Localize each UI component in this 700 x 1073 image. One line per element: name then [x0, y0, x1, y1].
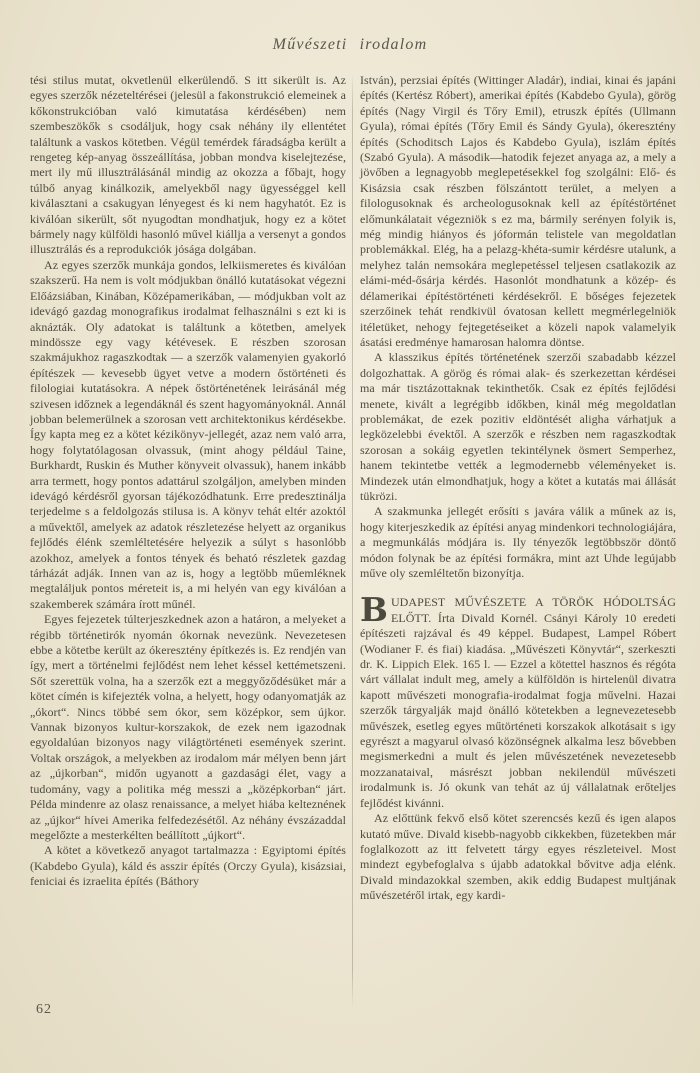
- dropcap-initial: B: [360, 590, 388, 630]
- left-column: [30, 73, 346, 1008]
- column-divider: [352, 73, 353, 1008]
- paragraph-text: UDAPEST MŰVÉSZETE A TÖRÖK HÓDOLTSÁG ELŐTT. Írta Divald Kornél. Csányi Károly 10 eredeti építészeti rajzával és 49 képpel. Budapest, Lampel Róbert (Wodianer F. és fiai) kiadása. „Művészeti Könyvtár“, szerkeszti dr. K. Lippich Elek. 165 l. — Ezzel a kötettel hasznos és régóta várt vállalat indult meg, amely a külföldön is hirtelenül divatra kapott művészeti monografia-irodalmat fogja művelni. Hazai szerzők tárgyalják majd önálló kötetekben a legnevezetesebb művészek, esetleg egyes műtörténeti korszakok alkotásait s igy egyrészt a magyarul olvasó közönségnek alkalma lesz bővebben megismerkedni a mult és jelen művészetének nevezetesebb mozzanataival, másrészt jobban nekilendül művészeti irodalmunk is. Jó okunk van tehát az új vállalatnak erőteljes fejlődést kivánni.: [360, 595, 676, 810]
- paragraph: A klasszikus építés történetének szerzői szabadabb kézzel dolgozhattak. A görög és római alak- és szerkezettan kérdései ma már tisztázottaknak tekinthetők. Csak ez építés fejlődési menete, kivált a legrégibb időkben, kinál még megoldatlan problemákat, de ezek pozitiv eldöntését aligha várhatjuk a legközelebbi évektől. A szerzők e részben nem ragaszkodtak szorosan a sokáig egyetlen tekintélynek ösmert Semperhez, hanem tekintetbe vették a legmodernebb véleményeket is. Mindezek után elmondhatjuk, hogy a kötet a kutatás mai állását tükrözi.: [360, 350, 676, 503]
- right-column: [360, 73, 676, 1008]
- page-title: Művészeti irodalom: [272, 36, 428, 53]
- paragraph: István), perzsiai építés (Wittinger Aladár), indiai, kinai és japáni építés (Kertész Róbert), amerikai építés (Kabdebo Gyula), görög építés (Nagy Virgil és Tőry Emil), etruszk építés (Ullmann Gyula), római építés (Tőry Emil és Sándy Gyula), ókeresztény építés (Schoditsch Lajos és Kabdebo Gyula), iszlám építés (Szabó Gyula). A második—hatodik fejezet anyaga az, a mely a jövőben a legnagyobb meglepetésekkel fog szolgálni: Elő- és Kisázsia csak részben fölszántott terület, a melyen a filologusoknak és archeologusoknak kell az építéstörténet előmunkálatait végezniök s ez ma, bármily serényen folyik is, még mindig hiányos és jóformán telistele van megoldatlan problemákkal. Elég, ha a pelazg-khéta-sumir kérdésre utalunk, a melyhez talán nemsokára meglepetéssel teljesen csatlakozik az elámi-méd-ősárja kérdés. Hasonlót mondhatunk a közép- és délamerikai építéstörténeti kérdésekről. E bőséges fejezetek szerzőinek tehát rendkivül óvatosan kellett megmérlegelniök itéletüket, nehogy fejtegetéseiket a közeli napok valamelyik ásatási eredménye hamarosan halomra döntse.: [360, 73, 676, 349]
- review-entry-budapest: [360, 590, 676, 811]
- paragraph: Egyes fejezetek túlterjeszkednek azon a határon, a melyeket a régibb történetirók nyomán ókornak nevezünk. Nevezetesen ebbe a kötetbe került az ókeresztény építkezés is. Ez rendjén van így, mert a történelmi fejlődést nem lehet késsel kettémetszeni. Sőt szerettük volna, ha a szerzők ezt a meggyőződésüket már a kötet címén is kifejezték volna, a helyett, hogy odanyomatják az „ókort“. Nincs többé sem ókor, sem középkor, sem újkor. Vannak bizonyos kultur-korszakok, de ezek nem igazodnak egyoldalúan bizonyos nagy világtörténeti események szerint. Voltak országok, a melyekben az irodalom már mélyen benn járt az „újkorban“, midőn ugyanott a gazdasági élet, vagy a tudomány, vagy a politika még messzi a „középkorban“ járt. Példa mindenre az olasz renaissance, a melyet hiába kelteznének az „újkor“ hívei Amerika felfedezésétől. Az néhány évszázaddal megelőzte a mesterkélten beállított „újkort“.: [30, 612, 346, 842]
- text-columns: [30, 73, 676, 1008]
- paragraph: A szakmunka jellegét erősíti s javára válik a műnek az is, hogy kiterjeszkedik az építési anyag mindenkori technologiájára, a megmunkálás módjára is. Ily tényezők legtöbbször döntő módon folynak be az építési formákra, mint azt Uhde legújabb műve oly szemléltetőn bizonyítja.: [360, 504, 676, 580]
- paragraph: A kötet a következő anyagot tartalmazza : Egyiptomi építés (Kabdebo Gyula), káld és asszir építés (Orczy Gyula), kisázsiai, feniciai és izraelita építés (Báthory: [30, 843, 346, 889]
- paragraph: Az egyes szerzők munkája gondos, lelkiismeretes és kiválóan szakszerű. Ha nem is volt módjukban önálló kutatásokat végezni Előázsiában, Kinában, Középamerikában, — módjukban volt az idevágó gazdag monografikus irodalmat felhasználni s ezt ki is aknázták. Oly adatokat is találtunk a kötetben, amelyek mindössze egy vagy kétévesek. E részben szorosan szakmájukhoz ragaszkodtak — a szerzők valamenyien gyakorló építészek — kevesebb ügyet vetve a modern őstörténeti és filologiai kutatásokra. A népek őstörténetének leirásánál még szivesen időznek a legendáknál és szent hagyományoknál. Annál jobban belemerülnek a szorosan vett architektonikus kérdésekbe. Így kapta meg ez a kötet kézikönyv-jellegét, azaz nem való arra, hogy folytatólagosan olvassuk, (mint ahogy például Taine, Burkhardt, Ruskin és Muther könyveit olvassuk), hanem inkább arra termett, hogy pontos adattárul szolgáljon, amelyben minden idevágó kérdésről gyorsan tájékozódhatunk. Erre predesztinálja terjedelme s a feldolgozás stilusa is. A könyv tehát eltér azoktól a művektől, amelyek az adatok részletezése helyett az organikus fejlődés élénk szemléltetésére helyezik a súlyt s hasonlóbb azokhoz, amelyek a fontos tények és beható részletek gazdag tárházát adják. Innen van az is, hogy a legtöbb műemléknek megtaláljuk pontos méreteit is, a mi helyén van egy kiválóan a szakemberek számára írott műnél.: [30, 257, 346, 611]
- paragraph: Az előttünk fekvő első kötet szerencsés kezű és igen alapos kutató műve. Divald kisebb-nagyobb cikkekben, füzetekben már foglalkozott az itt felvetett tárgy egyes részleteivel. Most mindezt egybefoglalva s újabb adatokkal bővitve adja elénk. Divald mindazokkal szemben, akik eddig Budapest multjának művészetéről irtak, egy kardi-: [360, 811, 676, 903]
- page-number: 62: [36, 1002, 52, 1017]
- paragraph: tési stilus mutat, okvetlenül elkerülendő. S itt sikerült is. Az egyes szerzők nézeteltérései (jelesül a fakonstrukció elemeinek a kőkonstrukcióban való kimutatása kérdésében) nem szembeszökők s csodáljuk, hogy csak néhány ily ellentétet találtunk a vaskos kötetben. Végül temérdek fáradságba került a rengeteg kép-anyag összeállítása, jobban mondva kiselejtezése, mert ily mű illusztrálásánál mindig az okozza a főbajt, hogy túlbő anyag kinálkozik, amelyekből nagy ügyességgel kell kiválasztani a csakugyan lényegest és ki nem hagyhatót. Ez is kiválóan sikerült, sőt nyugodtan mondhatjuk, hogy ez a kötet bármely nagy külföldi hasonló művel kiállja a versenyt a gondos illusztrálás és a reprodukciók jósága dolgában.: [30, 73, 346, 257]
- running-head: [0, 36, 700, 54]
